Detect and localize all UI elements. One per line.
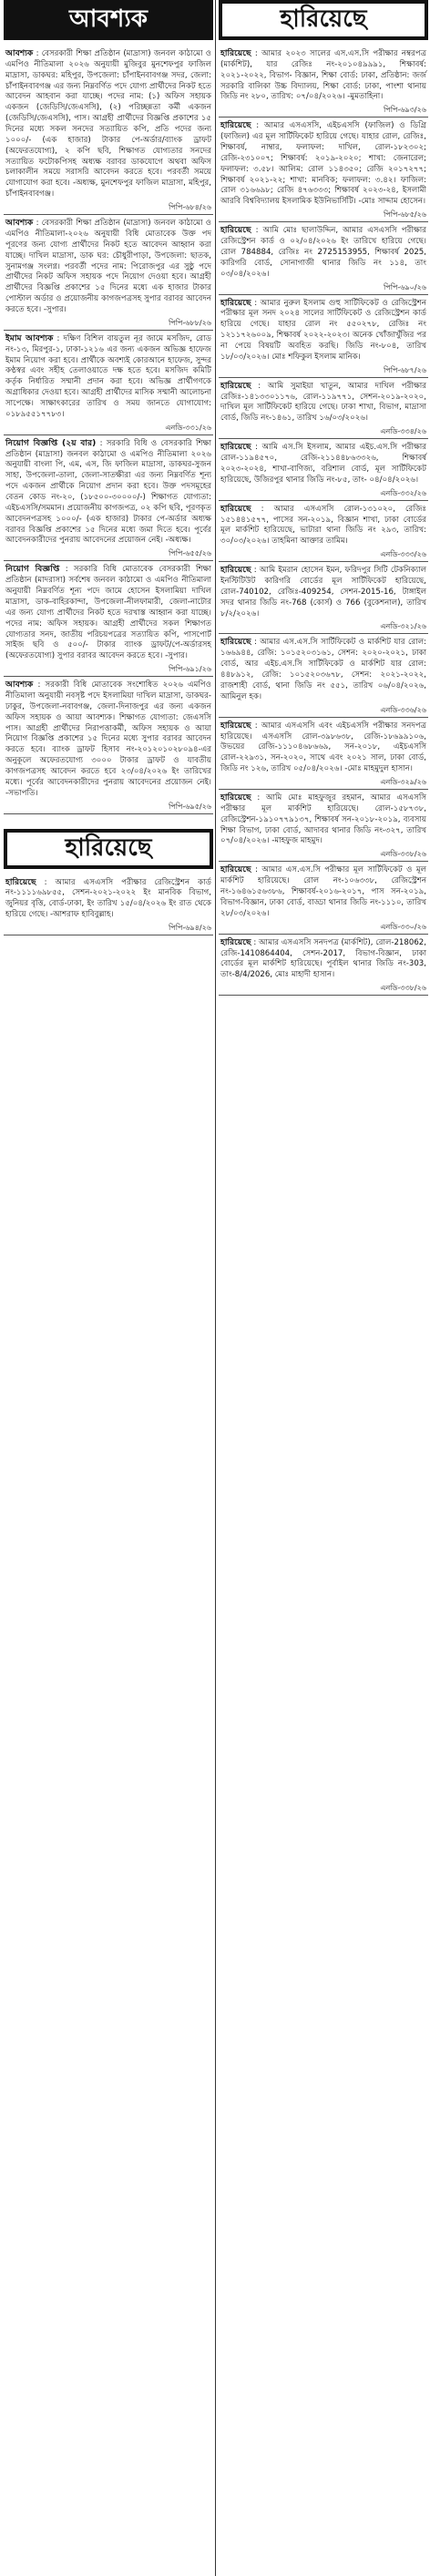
lost-heading-left: হারিয়েছে — [4, 829, 213, 869]
ad-code: এনডি-৩৩৬/২৬ — [380, 705, 426, 714]
ad-heading: আবশ্যক — [5, 48, 34, 58]
ad-body: আমার এস.এস.সি পরীক্ষার মূল সার্টিফিকেট ও মূল মার্কশিট হারিয়েছে। রোল নং-১০৬৩৩৮, রেজিস্ট্রেশন নং-১৬৪৬১৫৬৩৮৬, শিক্ষাবর্ষ-২০১৬-২০১৭, পাস সন-২০১৯, বিভাগ-বিজ্ঞান, ঢাকা বোর্ড, বাড্ডা থানার জিডি নং-১১১০, তারিখ ২৮/০৩/২০২৬। — [220, 865, 427, 918]
ad-code: এনডি-৩৩৩/২৬ — [380, 550, 426, 559]
ad-heading: হারিয়েছে — [220, 637, 251, 648]
ad-separator: : — [251, 937, 260, 947]
ad-code: এনডি-৩৩৮/২৬ — [380, 984, 426, 993]
ad-code: এনডি-৩২৯/২৬ — [380, 777, 426, 786]
classified-ad — [4, 677, 213, 813]
ad-separator: : — [251, 793, 267, 802]
ad-code: পিপি-৬৯৩/২৬ — [383, 106, 426, 115]
ad-body: বেসরকারী শিক্ষা প্রতিষ্ঠান (মাদ্রাসা) জনবল কাঠামো ও এমপিও নীতিমালা ২০২৬ অনুযায়ী মুজিবুর মুনশেফপুর ফাজিল মাদ্রাসা, ডাকঘর: মহিপুর, উপজেলা: চাঁপাইনবাবগঞ্জ সদর, জেলা: চাঁপাইনবাবগঞ্জ এর জন্য নিম্নবর্ণিত পদে যোগ্য প্রার্থীদের নিকট হতে আবেদন আহবান করা যাচ্ছে। পদের নাম: (১) অফিস সহায়ক একজন (জেডিসি/জেএসসি), (২) পরিচ্ছন্নতা কর্মী একজন (জেডিসি/জেএসসি), পাস। আগ্রহী প্রার্থীদের বিজ্ঞপ্তি প্রকাশের ১৫ দিনের মধ্যে সকল সনদের সত্যায়িত কপি, প্রতি পদের জন্য ১০০০/- (এক হাজার) টাকার পে-অর্ডার/ব্যাংক ড্রাফট (অফেরতযোগ্য), ২ কপি ছবি, শিক্ষাগত যোগ্যতার সনদের সত্যায়িত ফটোকপিসহ অধ্যক্ষ বরাবর ডাকযোগে অথবা অফিস চলাকালীন সময়ে সরাসরি আবেদন করতে হবে। পরবর্তী সময়ে যোগাযোগ করা হবে। -অধ্যক্ষ, মুনশেফপুর ফাজিল মাদ্রাসা, মহিপুর, চাঁপাইনবাবগঞ্জ। — [5, 49, 211, 199]
classified-ad — [4, 331, 213, 435]
ad-body: সরকারি বিধি মোতাবেক বেসরকারী শিক্ষা প্রতিষ্ঠান (মাদরাসা) সর্বশেষ জনবল কাঠামো ও এমপিও নীতিমালা অনুযায়ী নিম্নবর্ণিত শূন্য পদে জামে হোসেন ইসলামিয়া দাখিল মাদ্রাসা, ডাক-বাহিরকান্দা, উপজেলা-নীলফামারী, জেলা-নাটোর এর জন্য যোগ্য প্রার্থীদের নিকট হতে দরখাস্ত আহ্বান করা যাচ্ছে। পদের নাম: অফিস সহায়ক। আগ্রহী প্রার্থীদের সকল শিক্ষাগত যোগ্যতার সনদ, জাতীয় পরিচয়পত্রের সত্যায়িত কপি, পাসপোর্ট সাইজ ছবি ও ৫০০/- টাকার ব্যাংক ড্রাফট/পে-অর্ডারসহ (অফেরতযোগ্য) সুপার বরাবর আবেদন করতে হবে। -সুপার। — [5, 565, 211, 661]
wanted-heading: আবশ্যক — [4, 0, 213, 40]
ad-separator: : — [251, 381, 268, 391]
ad-heading: হারিয়েছে — [220, 720, 251, 731]
ad-heading: হারিয়েছে — [220, 442, 251, 453]
ad-separator: : — [96, 438, 107, 448]
classified-ad — [219, 439, 428, 500]
ad-heading: হারিয়েছে — [220, 503, 251, 514]
ad-separator: : — [251, 226, 263, 236]
classified-ad — [219, 862, 428, 934]
ad-heading: হারিয়েছে — [220, 380, 251, 391]
ad-separator: : — [251, 49, 262, 58]
ad-heading: হারিয়েছে — [220, 936, 251, 947]
ad-separator: : — [36, 877, 56, 887]
ad-heading: আবশ্যক — [5, 680, 34, 690]
ad-separator: : — [251, 504, 274, 514]
ad-heading: হারিয়েছে — [5, 876, 36, 887]
classified-ad — [219, 790, 428, 862]
classified-ad — [219, 501, 428, 562]
ad-separator: : — [33, 219, 42, 229]
ad-separator: : — [251, 443, 262, 453]
ad-body: আমি সুমাইয়া খাতুন, আমার দাখিল পরীক্ষার রেজিঃ-১৪১৩৩০১১৭৬, রোল-১১৯৭৭১, সেশন-২০১৯-২০২০, দাখিল মূল সার্টিফিকেট হারিয়ে গেছে। ঢাকা শাখা, বিভাগ, মাদ্রাসা বোর্ড, জিডি নং-১৪৬১, তারিখ ১৬/০৩/২০২৬। — [220, 381, 426, 424]
ad-heading: ইমাম আবশ্যক — [5, 332, 54, 343]
ad-body: আমার এস.এস.সি সার্টিফিকেট ও মার্কশিট যার রোল: ১৬৬৯৪৪, রেজি: ১০১৫২০৩১৬১, সেশন: ২০২০-২০২১, ঢাকা বোর্ড, আর এইচ.এস.সি সার্টিফিকেট ও মার্কশিট যার রোল: ৪৪৮৯১২, রেজি: ১০১৫২০৩৬৭৮, সেশন: ২০২১-২০২২, রাজশাহী বোর্ড, থানা জিডি নং ৫৫১, তারিখ ০৬/০৪/২০২৬, আমিনুল হক। — [220, 638, 427, 701]
ad-code: এনডি-৩৩৪/২৬ — [380, 427, 426, 436]
ad-code: এনডি-৩৩৮/২৬ — [380, 850, 426, 859]
classified-ad — [4, 215, 213, 331]
ad-code: পিপি-৬৯৪/২৬ — [168, 924, 211, 933]
classified-ad — [219, 118, 428, 222]
ad-heading: নিয়োগ বিজ্ঞপ্তি (২য় বার) — [5, 437, 97, 448]
ad-separator: : — [33, 680, 46, 690]
ad-code: পিপি-৬৮৪/২৬ — [168, 203, 211, 212]
classified-ad — [4, 435, 213, 562]
ad-body: সরকারী বিধি মোতাবেক সংশোধিত ২০২৬ এমপিও নীতিমালা অনুযায়ী নবসৃষ্ট পদে ইসলামিয়া দাখিল মাদ্রাসা, ডাকঘর-ঢাকুর, উপজেলা-নবাবগঞ্জ, জেলা-দিনাজপুর এর জন্য একজন অফিস সহায়ক ও আয়া আবশ্যক। শিক্ষাগত যোগ্যতা: জেএসসি পাস। আগ্রহী প্রার্থীদের নিরাপত্তাকর্মী, অফিস সহায়ক ও আয়া নিয়োগ বিজ্ঞপ্তি প্রকাশের ১৫ দিনের মধ্যে সুপার বরাবর আবেদন করতে হবে। ব্যাংক ড্রাফট হিসাব নং-২০১২০১০২৮০৯৪-এর অনুকূলে অফেরতযোগ্য ৩০০০ টাকার ড্রাফট ও যাবতীয় কাগজপত্রসহ আবেদন করতে হবে ২৩/০৪/২০২৬ ইং তারিখের মধ্যে। পূর্বের আবেদনকারীদের পুনরায় আবেদনের প্রয়োজন নেই। -সভাপতি। — [5, 680, 211, 798]
right-column — [219, 0, 428, 996]
classified-ad — [219, 718, 428, 790]
ad-heading: হারিয়েছে — [220, 297, 251, 308]
column-divider — [215, 0, 216, 2576]
ad-separator: : — [53, 333, 64, 343]
ad-code: পিপি-৬৫৫/২৬ — [168, 549, 211, 558]
lost-ads-list-left — [4, 874, 213, 935]
ad-code: এনডি-৩৩২/২৬ — [380, 488, 426, 497]
ad-code: পিপি-৬৯০/২৬ — [383, 282, 426, 291]
ad-body: আমার এসএসসি, এইচএসসি (ফাজিল) ও ডিগ্রি (ফাজিল) এর মূল সার্টিফিকেট হারিয়ে গেছে। যাহার রোল, রেজিঃ, শিক্ষাবর্ষ, নাম্বার, ফলাফল: দাখিল, রোল-১৮২৩০২; রেজি-২৩১০০৭; শিক্ষাবর্ষ: ২০১৯-২০২০; শাখা: জেনারেল; ফলাফল: ৩.৫৮। আলিম: রোল ১১৪৩৫০; রেজি ২০১৭২৭৭; শিক্ষাবর্ষ ২০২১-২২; শাখা: মানবিক; ফলাফল: ৩.৪২। ফাজিল: রোল ৩১৬৬৯৮; রেজি ৪৭৬৩৩৩; শিক্ষাবর্ষ ২০২৩-২৪, ইসলামী আরবি বিশ্ববিদ্যালয় ইসলামিক ইউনিভার্সিটি। -মোঃ সাদ্দাম হোসেন। — [220, 121, 427, 207]
ad-body: দক্ষিণ বিশিল বায়তুল নূর জামে মসজিদ, রোড নং-১৩, মিরপুর-১, ঢাকা-১২১৬ এর জন্য একজন অভিজ্ঞ হাফেজ ইমাম নিয়োগ করা হবে। প্রার্থীকে অবশ্যই কোরআনে হাফেজ, সুন্দর কণ্ঠস্বর এবং সহীহ তেলাওয়াতে দক্ষ হতে হবে। মসজিদ কমিটি কর্তৃক নির্ধারিত সম্মানী প্রদান করা হবে। অভিজ্ঞ প্রার্থীগণকে অগ্রাধিকার দেওয়া হবে। আগ্রহী প্রার্থীদের মাসিক সম্মানী আলোচনা সাপেক্ষে। সাক্ষাৎকারের তারিখ ও সময় জানতে যোগাযোগ: ০১৮৯৫৫১৭৭৮৩। — [5, 333, 211, 419]
ad-body: আমার নুরুল ইসলাম গুহু সার্টিফিকেট ও রেজিস্ট্রেশন পরীক্ষার মূল সনদ ২০২৪ সালের সার্টিফিকেট ও রেজিস্ট্রেশন কার্ড হারিয়ে গেছে। যাহার রোল নং ৫৫০২৭৮, রেজিঃ নং ১২১১৭২৬০০৯, শিক্ষাবর্ষ ২০২২-২০২৩। অনেক খোঁজাখুঁজির পর না পেয়ে বিষয়টি অবহিত করছি। জিডি নং-৮০৪, তারিখ ১৮/০৩/২০২৬। মোঃ শফিকুল ইসলাম মানিক। — [220, 298, 426, 362]
ad-body: আমি মোঃ মাহফুজুর রহমান, আমার এসএসসি পরীক্ষার মূল মার্কশিট হারিয়েছে। রোল-১৫৮৭৩৮, রেজিস্ট্রেশন-১৯১০৭৭৯১৩৭, শিক্ষাবর্ষ সন-২০১৮-২০১৯, ব্যবসায় শিক্ষা বিভাগ, ঢাকা বোর্ড, আদাবর থানার জিডি নং-৩২৭, তারিখ ০৭/০৪/২০২৬। -মাহফুজ মাহমুদ। — [220, 793, 426, 846]
ad-body: আমার এসএসসি পরীক্ষার রেজিস্ট্রেশন কার্ড নং-১১১১৬৯৮৫৫, সেশন-২০২১-২০২২ ইং মানবিক বিভাগ, জুনিয়র বৃত্তি, বোর্ড-ঢাকা, ইং তারিখ ১৫/০৪/২০২৬ ইং রাত থেকে হারিয়ে গেছে। -আশরাফ হাবিবুল্লাহ। — [5, 877, 211, 920]
ad-heading: হারিয়েছে — [220, 792, 251, 802]
ad-heading: নিয়োগ বিজ্ঞপ্তি — [5, 564, 60, 575]
ad-separator: : — [251, 298, 261, 308]
ad-code: এনডি-৩৩১/২৬ — [165, 423, 211, 432]
ad-separator: : — [251, 566, 260, 576]
lost-section-left — [4, 829, 213, 935]
ad-body: আমার এসএসসি এবং এইচএসসি পরীক্ষার সনদপত্র হারিয়েছে। এসএসসি রোল-৩৯৮৬৩৮, রেজি-১৮৬৯৯১০৬, উভয়ের রেজি-১১১০৪৬৮৬৬৯, সন-২০১৮, এইচএসসি রোল-২২৯৩১, সন-২০২০, সাথে এবং ২০২১ সাল, ঢাকা বোর্ড, জিডি নং ১২৬, তারিখ ০৫/০৪/২০২৬। -মোঃ মাহমুদুল হাসান। — [220, 721, 426, 774]
ad-body: আমার ২০২৩ সালের এস.এস.সি পরীক্ষার নম্বরপত্র (মার্কশিট), যার রেজিঃ নং-২০১০৪৯৯৯১, শিক্ষাবর্ষ: ২০২১-২০২২, বিভাগ- বিজ্ঞান, শিক্ষা বোর্ড: ঢাকা, প্রতিষ্ঠান: জর্জ সরকারি বালিকা উচ্চ বিদ্যালয়, শিক্ষা বোর্ড: ঢাকা, পাংশা থানায় জিডি নং ২৮০, তারিখ: ০৭/০৪/২০২৬। -মুমতাহিনা। — [220, 49, 427, 102]
classified-ad — [4, 46, 213, 215]
classified-ad — [219, 222, 428, 294]
ad-body: সরকারি বিধি ও বেসরকারি শিক্ষা প্রতিষ্ঠান (মাদ্রাসা) জনবল কাঠামো ও এমপিও নীতিমালা ২০২৬ অনুযায়ী বাংলা পি, এম, এস, জি ফাজিল মাদ্রাসা, ডাকঘর-সুজন সাহা, উপজেলা-তালা, জেলা-সাতক্ষীরা এর জন্য নিম্নবর্ণিত শূন্য পদে একজন প্রার্থীকে নিয়োগ প্রদান করা হবে। উক্ত পদসমূহের বেতন কোড নং-২০, (১৮৫০০-৩০০০০/-) শিক্ষাগত যোগ্যতা: এইচএসসি/সমমান। প্রয়োজনীয় কাগজপত্র, ০২ কপি ছবি, পূরণকৃত আবেদনপত্রসহ ১০০০/- (এক হাজার) টাকার পে-অর্ডার অধ্যক্ষ বরাবর বিজ্ঞপ্তি প্রকাশের ১৫ দিনের মধ্যে জমা দিতে হবে। পূর্বের আবেদনকারীদের পুনরায় আবেদনের প্রয়োজন নেই। -অধ্যক্ষ। — [5, 438, 212, 546]
ad-code: এনডি-৩৩০/২৬ — [380, 922, 426, 931]
ad-heading: হারিয়েছে — [220, 864, 251, 875]
ad-separator: : — [33, 49, 42, 58]
ad-separator: : — [251, 121, 264, 131]
classified-ad — [219, 378, 428, 439]
ad-body: বেসরকারী শিক্ষা প্রতিষ্ঠান (মাদ্রাসা) জনবল কাঠামো ও এমপিও নীতিমালা-২০২৬ অনুযায়ী বিধি মোতাবেক উক্ত পদ পূরণের জন্য যোগ্য প্রার্থীদের নিকট হতে আবেদন আহ্বান করা যাচ্ছে। দাখিল মাদ্রাসা, ডাক ঘর: চৌধুরীপাড়া, উপজেলা: ছাতক, সুনামগঞ্জ সংলগ্ন। পরবর্তী পদের নাম: পিরোজপুর এর সুষ্ঠু পদে প্রার্থীদের নিকট অফিস সহায়ক পদে নিয়োগ দেওয়া হবে। আগ্রহী প্রার্থীদের বিজ্ঞপ্তি প্রকাশের ১৫ দিনের মধ্যে এক হাজার টাকার পোস্টাল অর্ডার ও প্রয়োজনীয় কাগজপত্রসহ সুপার বরাবর আবেদন করতে হবে। -সুপার। — [5, 219, 211, 314]
ad-heading: হারিয়েছে — [220, 120, 251, 131]
ad-separator: : — [251, 638, 261, 648]
classified-ad — [219, 46, 428, 118]
ad-body: আমি ইমরান হোসেন ইমন, ফরিদপুর সিটি টেকনিক্যাল ইনস্টিটিউট কারিগরি বোর্ডের মূল সার্টিফিকেট হারিয়েছে, রোল-740102, রেজিঃ-409254, সেশন-2015-16, টাঙ্গাইল সদর থানার জিডি নং-768 (কোর্স) ও 766 (বুকেশনাল), তারিখ ৮/২/২০২৬। — [220, 566, 427, 618]
ad-code: পিপি-৬৮৭/২৬ — [383, 365, 426, 374]
classified-ad — [4, 874, 213, 935]
ad-code: এনডি-৩২১/২৬ — [380, 622, 426, 631]
ad-code: পিপি-৬৮৫/২৬ — [383, 210, 426, 220]
ad-heading: হারিয়েছে — [220, 225, 251, 236]
classified-ad — [219, 634, 428, 717]
ad-body: আমি মোঃ ছালাউদ্দিন, আমার এসএসসি পরীক্ষার রেজিস্ট্রেশন কার্ড ও ০২/০৪/২০২৬ ইং তারিখে হারিয়ে গেছে। রোল 784884, রেজিঃ নং 2725153955, শিক্ষাবর্ষ 2025, কারিগরি বোর্ড, সোনাগাজী থানার জিডি নং ১১৪, তাং ০৩/০৪/২০২৬। — [220, 226, 427, 279]
ad-code: পিপি-৬৯৫/২৬ — [168, 802, 211, 811]
classified-ad — [219, 562, 428, 634]
ad-code: পিপি-৬৯১/২৬ — [168, 665, 211, 674]
ad-heading: হারিয়েছে — [220, 48, 251, 58]
ad-separator: : — [59, 565, 74, 575]
classified-ad — [4, 561, 213, 677]
ad-body: আমার এসএসসি সনদপত্র (মার্কশিট), রোল-218062, রেজি-1410864404, সেশন-2017, বিভাগ-বিজ্ঞান, ঢাকা বোর্ডের মূল মার্কশিট হারিয়েছে। পূর্বাইল থানার জিডি নং-303, তাং-8/4/2026, মোঃ মাহাদী হাসান। — [220, 937, 426, 980]
ad-heading: হারিয়েছে — [220, 565, 251, 576]
wanted-ads-list — [4, 46, 213, 814]
ad-separator: : — [251, 721, 261, 731]
ad-body: আমি এস.সি ইসলাম, আমার এইচ.এস.সি পরীক্ষার রোল-১১৯৪৫৭০, রেজি-২১১৪৪৮৬৩৩২৬, শিক্ষাবর্ষ ২০২৩-২০২৪, শাখা-বাণিজ্য, বরিশাল বোর্ড, মূল সার্টিফিকেট হারিয়েছে, উজিরপুর থানার জিডি নং-৮৫, তাং- ০৪/০৪/২০২৬। — [220, 443, 427, 485]
lost-ads-list — [219, 46, 428, 996]
lost-heading: হারিয়েছে — [219, 0, 428, 40]
ad-heading: আবশ্যক — [5, 218, 34, 229]
left-column — [4, 0, 213, 935]
ad-body: আমার এসএসসি রোল-১৩১০২০, রেজিঃ ১৫১৪৪১৫৭৭, পাসের সন-২০১৯, বিজ্ঞান শাখা, ঢাকা বোর্ডের মূল মার্কশিট হারিয়েছে, ভাটারা থানা জিডি নং ২৯৩, তারিখ: ৩০/০৩/২০২৬। তাহমিনা আক্তার তামিম। — [220, 504, 427, 547]
ad-code: পিপি-৬৮৮/২৬ — [168, 318, 211, 327]
ad-separator: : — [251, 865, 262, 875]
classified-ad — [219, 295, 428, 378]
classified-ad — [219, 935, 428, 996]
